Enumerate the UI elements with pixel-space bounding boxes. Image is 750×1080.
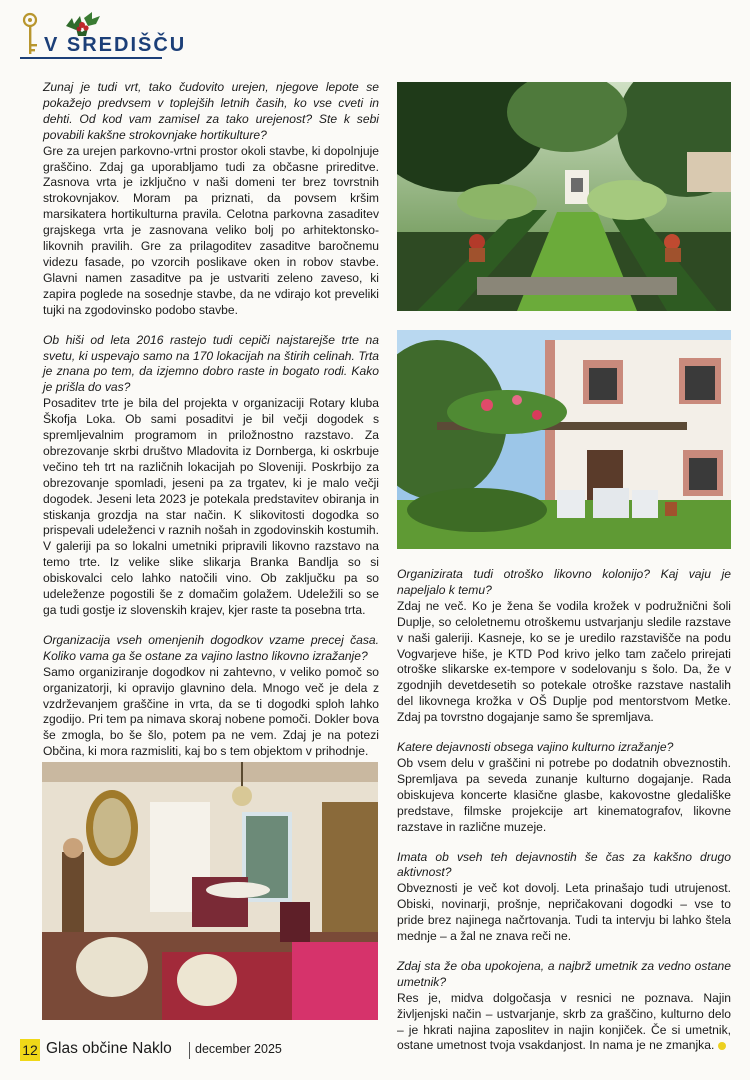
- answer-7: Res je, midva dolgočasja v resnici ne poznava. Najin življenjski način – ustvarjanje, skrb za graščino, kulturno delo – je hkrati najina zaposlitev in najin konjiček. Če si umetnik, ostane umetnost tvoja vsakdanjost. In nama je ne zmanjka.: [397, 990, 731, 1053]
- question-2: Ob hiši od leta 2016 rastejo tudi cepiči najstarejše trte na svetu, ki uspevajo samo na 170 lokacijah na štirih celinah. Trta je znana po tem, da izjemno dobro raste in bogato rodi. Kako je prišla do vas?: [43, 332, 379, 395]
- answer-4: Zdaj ne več. Ko je žena še vodila krožek v podružnični šoli Duplje, so celoletnemu otroškemu ustvarjanju sledile razstave v naši galeriji. Kasneje, ko se je uredilo razstavišče na podu Vogvarjeve hiše, je KTD Pod krivo jelko tam začelo prirejati otroške slikarske ex-tempore v sodelovanju s šolo. Da, že v zgodnjih devetdesetih so potekale otroške razstave nastalih del likovnega krožka v OŠ Duplje pod mentorstvom Metke. Zdaj pa tovrstno dogajanje samo še spremljava.: [397, 598, 731, 725]
- answer-3: Samo organiziranje dogodkov ni zahtevno, v veliko pomoč so organizatorji, ki opravijo glavnino dela. Mnogo več je dela z vzdrževanjem graščine in vrta, da se ti dogodki sploh lahko zgodijo. Pri tem pa nimava skoraj nobene pomoči. Dokler bova še zmogla, bo še šlo, potem pa ne vem. Zdaj je na potezi Občina, ki mora razmisliti, kaj bo s tem objektom v prihodnje.: [43, 664, 379, 759]
- header-divider: [20, 57, 162, 59]
- section-header: [20, 8, 370, 60]
- page-number: 12: [20, 1039, 40, 1061]
- manor-house-photo: [397, 330, 731, 549]
- section-title: V SREDIŠČU: [44, 34, 187, 56]
- key-icon: [20, 12, 40, 58]
- interior-photo: [42, 762, 378, 1020]
- question-3: Organizacija vseh omenjenih dogodkov vzame precej časa. Koliko vama ga še ostane za vajino lastno likovno izražanje?: [43, 632, 379, 663]
- question-6: Imata ob vseh teh dejavnostih še čas za kakšno drugo aktivnost?: [397, 849, 731, 880]
- footer-separator: [189, 1042, 190, 1059]
- right-column: [397, 567, 731, 1068]
- answer-5: Ob vsem delu v graščini ni potrebe po dodatnih obveznostih. Spremljava pa seveda zunanje kulturno dogajanje. Rada obiskujeva koncerte klasične glasbe, kakovostne gledališke predstave, filmske projekcije art kinematografov, likovne razstave in različne muzeje.: [397, 755, 731, 834]
- answer-6: Obveznosti je več kot dovolj. Leta prinašajo tudi utrujenost. Obiski, novinarji, prošnje, nepričakovani dogodki – vse to pride brez najinega načrtovanja. Tudi ta intervju bi lahko štela mednje – a žal ne znava reči ne.: [397, 881, 731, 944]
- question-5: Katere dejavnosti obsega vajino kulturno izražanje?: [397, 740, 674, 755]
- publication-name: Glas občine Naklo: [46, 1040, 172, 1057]
- issue-date: december 2025: [195, 1042, 282, 1056]
- question-4: Organizirata tudi otroško likovno kolonijo? Kaj vaju je napeljalo k temu?: [397, 567, 731, 597]
- answer-1: Gre za urejen parkovno-vrtni prostor okoli stavbe, ki dopolnjuje graščino. Zdaj ga uporabljamo tudi za občasne prireditve. Zasnova vrta je izključno v naši domeni ter brez tovrstnih strokovnjakov. Moram pa priznati, da povsem kršim marsikatera hortikulturna pravila. Celotna parkovna zasaditev grajskega vrta je zasnovana veliko bolj po arhitektonsko-likovnih pravilih. Gre za prilagoditev zasaditve baročnemu videzu fasade, po vzorcih poslikave oken in robov stavbe. Glavni namen zasaditve pa je ustvariti zeleno zaveso, ki zapira poglede na sosednje stavbe, da ne vdirajo kot preveliki tujki na zgodovinsko podobo stavbe.: [43, 143, 379, 317]
- article-end-dot: [718, 1042, 726, 1050]
- question-1: Zunaj je tudi vrt, tako čudovito urejen, njegove lepote se pokažejo predvsem v toplejših letnih časih, ko vse cveti in dehti. Od kod vam zamisel za tako urejenost? Ste k sebi povabili kakšne strokovnjake hortikulture?: [43, 80, 379, 142]
- question-7: Zdaj sta že oba upokojena, a najbrž umetnik za vedno ostane umetnik?: [397, 958, 731, 989]
- garden-photo: [397, 82, 731, 311]
- answer-2: Posaditev trte je bila del projekta v organizaciji Rotary kluba Škofja Loka. Ob sami posaditvi je bil večji dogodek s spremljevalnim programom in priložnostno razstavo. Za obrezovanje skrbi društvo Mladovita iz Dornberga, ki oskrbuje večino teh trt na različnih lokacijah po Sloveniji. Poskrbijo za obrezovanje spomladi, jeseni pa za trgatev, ki je malo večji dogodek. Jeseni leta 2023 je potekala predstavitev obiranja in stiskanja grozdja na star način. K slikovitosti dogodka so prispevali udeleženci v raznih nošah in zgodovinskih kostumih. V galeriji pa so lokalni umetniki pripravili likovno razstavo na temo trte. Iz velike slike slikarja Branka Bandlja so si obiskovalci celo lahko natočili vino. Ob zaključku pa so udeleženze pogostili še z domačim golažem. Udeležili so se ga tudi gostje iz slovenskih krajev, kjer raste ta posebna trta.: [43, 396, 379, 617]
- answer-7-wrap: [397, 991, 731, 1055]
- left-column: [43, 80, 379, 774]
